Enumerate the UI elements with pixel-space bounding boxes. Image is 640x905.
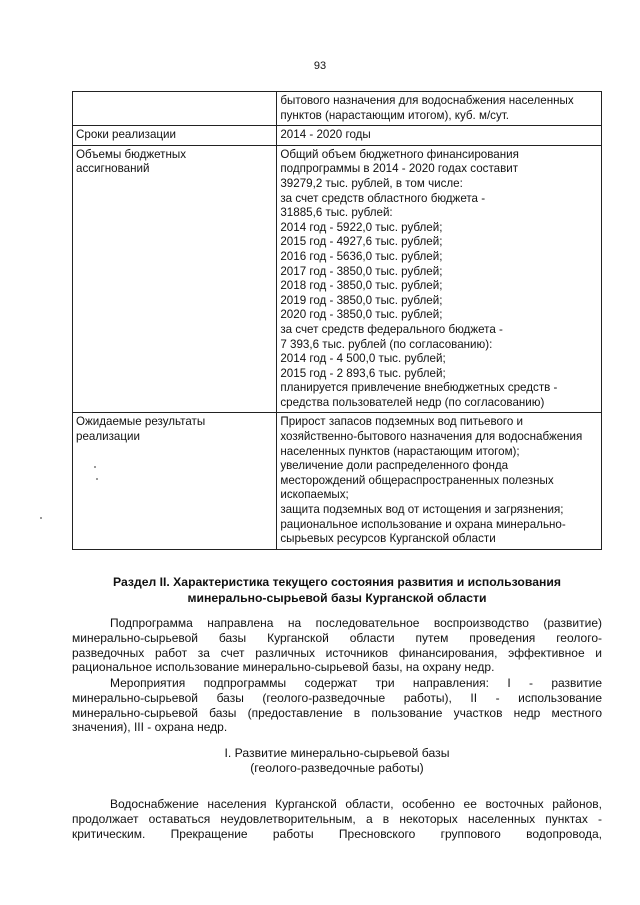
paragraph-line: Водоснабжение населения Курганской области, особенно ее восточных районов, — [110, 797, 602, 811]
value-line: 2015 год - 2 893,6 тыс. рублей; — [280, 366, 446, 380]
row-label-cell — [73, 126, 277, 146]
table-row-implementation-period — [73, 126, 602, 146]
label-line: Сроки реализации — [76, 128, 176, 142]
value-line: сырьевых ресурсов Курганской области — [280, 532, 496, 546]
row-label-cell — [73, 92, 277, 126]
value-line: подпрограммы в 2014 - 2020 годах составит — [280, 162, 519, 176]
value-line: 2016 год - 5636,0 тыс. рублей; — [280, 249, 443, 263]
row-value-cell — [277, 126, 602, 146]
value-line: рациональное использование и охрана минерально- — [280, 517, 566, 531]
scan-artifact — [40, 517, 42, 519]
value-line: 2014 - 2020 годы — [280, 128, 371, 142]
section-heading-line: Раздел II. Характеристика текущего состояния развития и использования — [113, 575, 561, 589]
row-label-cell — [73, 413, 277, 549]
scan-artifact — [94, 466, 96, 468]
value-line: месторождений общераспространенных полезных — [280, 473, 554, 487]
paragraph-directions — [72, 676, 602, 735]
value-line: за счет средств областного бюджета - — [280, 191, 486, 205]
paragraph-line: критическим. Прекращение работы Пресновского группового водопровода, — [72, 826, 602, 841]
value-line: 31885,6 тыс. рублей: — [280, 206, 393, 220]
value-line: Прирост запасов подземных вод питьевого и — [280, 415, 524, 429]
label-line: Ожидаемые результаты — [76, 415, 206, 429]
subsection-heading-line: (геолого-разведочные работы) — [250, 761, 424, 775]
value-line: 39279,2 тыс. рублей, в том числе: — [280, 176, 463, 190]
paragraph-goal — [72, 616, 602, 675]
paragraph-line: минерально-сырьевой базы (предоставление в пользование участков недр местного — [72, 705, 602, 720]
label-line: Объемы бюджетных — [76, 147, 186, 161]
value-line: 7 393,6 тыс. рублей (по согласованию): — [280, 337, 493, 351]
value-line: ископаемых; — [280, 488, 349, 502]
value-line: пунктов (нарастающим итогом), куб. м/сут. — [280, 108, 510, 122]
subsection-heading — [72, 746, 602, 776]
section-heading-line: минерально-сырьевой базы Курганской области — [187, 591, 487, 605]
paragraph-line: минерально-сырьевой базы Курганской области путем проведения геолого- — [72, 630, 602, 645]
value-line: Общий объем бюджетного финансирования — [280, 147, 519, 161]
value-line: 2015 год - 4927,6 тыс. рублей; — [280, 235, 443, 249]
scan-artifact — [96, 478, 98, 480]
paragraph-water-supply — [72, 797, 602, 841]
value-line: 2019 год - 3850,0 тыс. рублей; — [280, 293, 443, 307]
value-line: хозяйственно-бытового назначения для водоснабжения — [280, 430, 583, 444]
section-heading — [72, 574, 602, 606]
value-line: защита подземных вод от истощения и загрязнения; — [280, 503, 564, 517]
value-line: увеличение доли распределенного фонда — [280, 459, 509, 473]
paragraph-line: продолжает оставаться неудовлетворительным, а в некоторых населенных пунктах - — [72, 811, 602, 826]
value-line: 2014 год - 4 500,0 тыс. рублей; — [280, 352, 446, 366]
table-row-expected-results — [73, 413, 602, 549]
paragraph-line: минерально-сырьевой базы (геолого-разведочные работы), II - использование — [72, 690, 602, 705]
page-number: 93 — [313, 60, 327, 72]
value-line: за счет средств федерального бюджета - — [280, 322, 503, 336]
table-row-budget-allocations — [73, 145, 602, 413]
value-line: средства пользователей недр (по согласованию) — [280, 395, 545, 409]
table-row-water-supply-indicator — [73, 92, 602, 126]
paragraph-line: Мероприятия подпрограммы содержат три направления: I - развитие — [110, 676, 602, 690]
subprogram-passport-table — [72, 91, 602, 550]
paragraph-line: Подпрограмма направлена на последовательное воспроизводство (развитие) — [110, 616, 602, 630]
value-line: 2014 год - 5922,0 тыс. рублей; — [280, 220, 443, 234]
row-label-cell — [73, 145, 277, 413]
value-line: 2017 год - 3850,0 тыс. рублей; — [280, 264, 443, 278]
paragraph-line: рациональное использование минерально-сырьевой базы, на охрану недр. — [72, 660, 495, 675]
paragraph-line: разведочных работ за счет различных источников финансирования, эффективное и — [72, 645, 602, 660]
row-value-cell — [277, 92, 602, 126]
value-line: 2018 год - 3850,0 тыс. рублей; — [280, 279, 443, 293]
subsection-heading-line: I. Развитие минерально-сырьевой базы — [224, 746, 450, 760]
value-line: населенных пунктов (нарастающим итогом); — [280, 444, 520, 458]
row-value-cell — [277, 413, 602, 549]
label-line: ассигнований — [76, 162, 150, 176]
label-line: реализации — [76, 430, 140, 444]
value-line: бытового назначения для водоснабжения населенных — [280, 94, 574, 107]
paragraph-line: значения), III - охрана недр. — [72, 720, 228, 735]
value-line: 2020 год - 3850,0 тыс. рублей; — [280, 308, 443, 322]
row-value-cell — [277, 145, 602, 413]
value-line: планируется привлечение внебюджетных средств - — [280, 381, 558, 395]
